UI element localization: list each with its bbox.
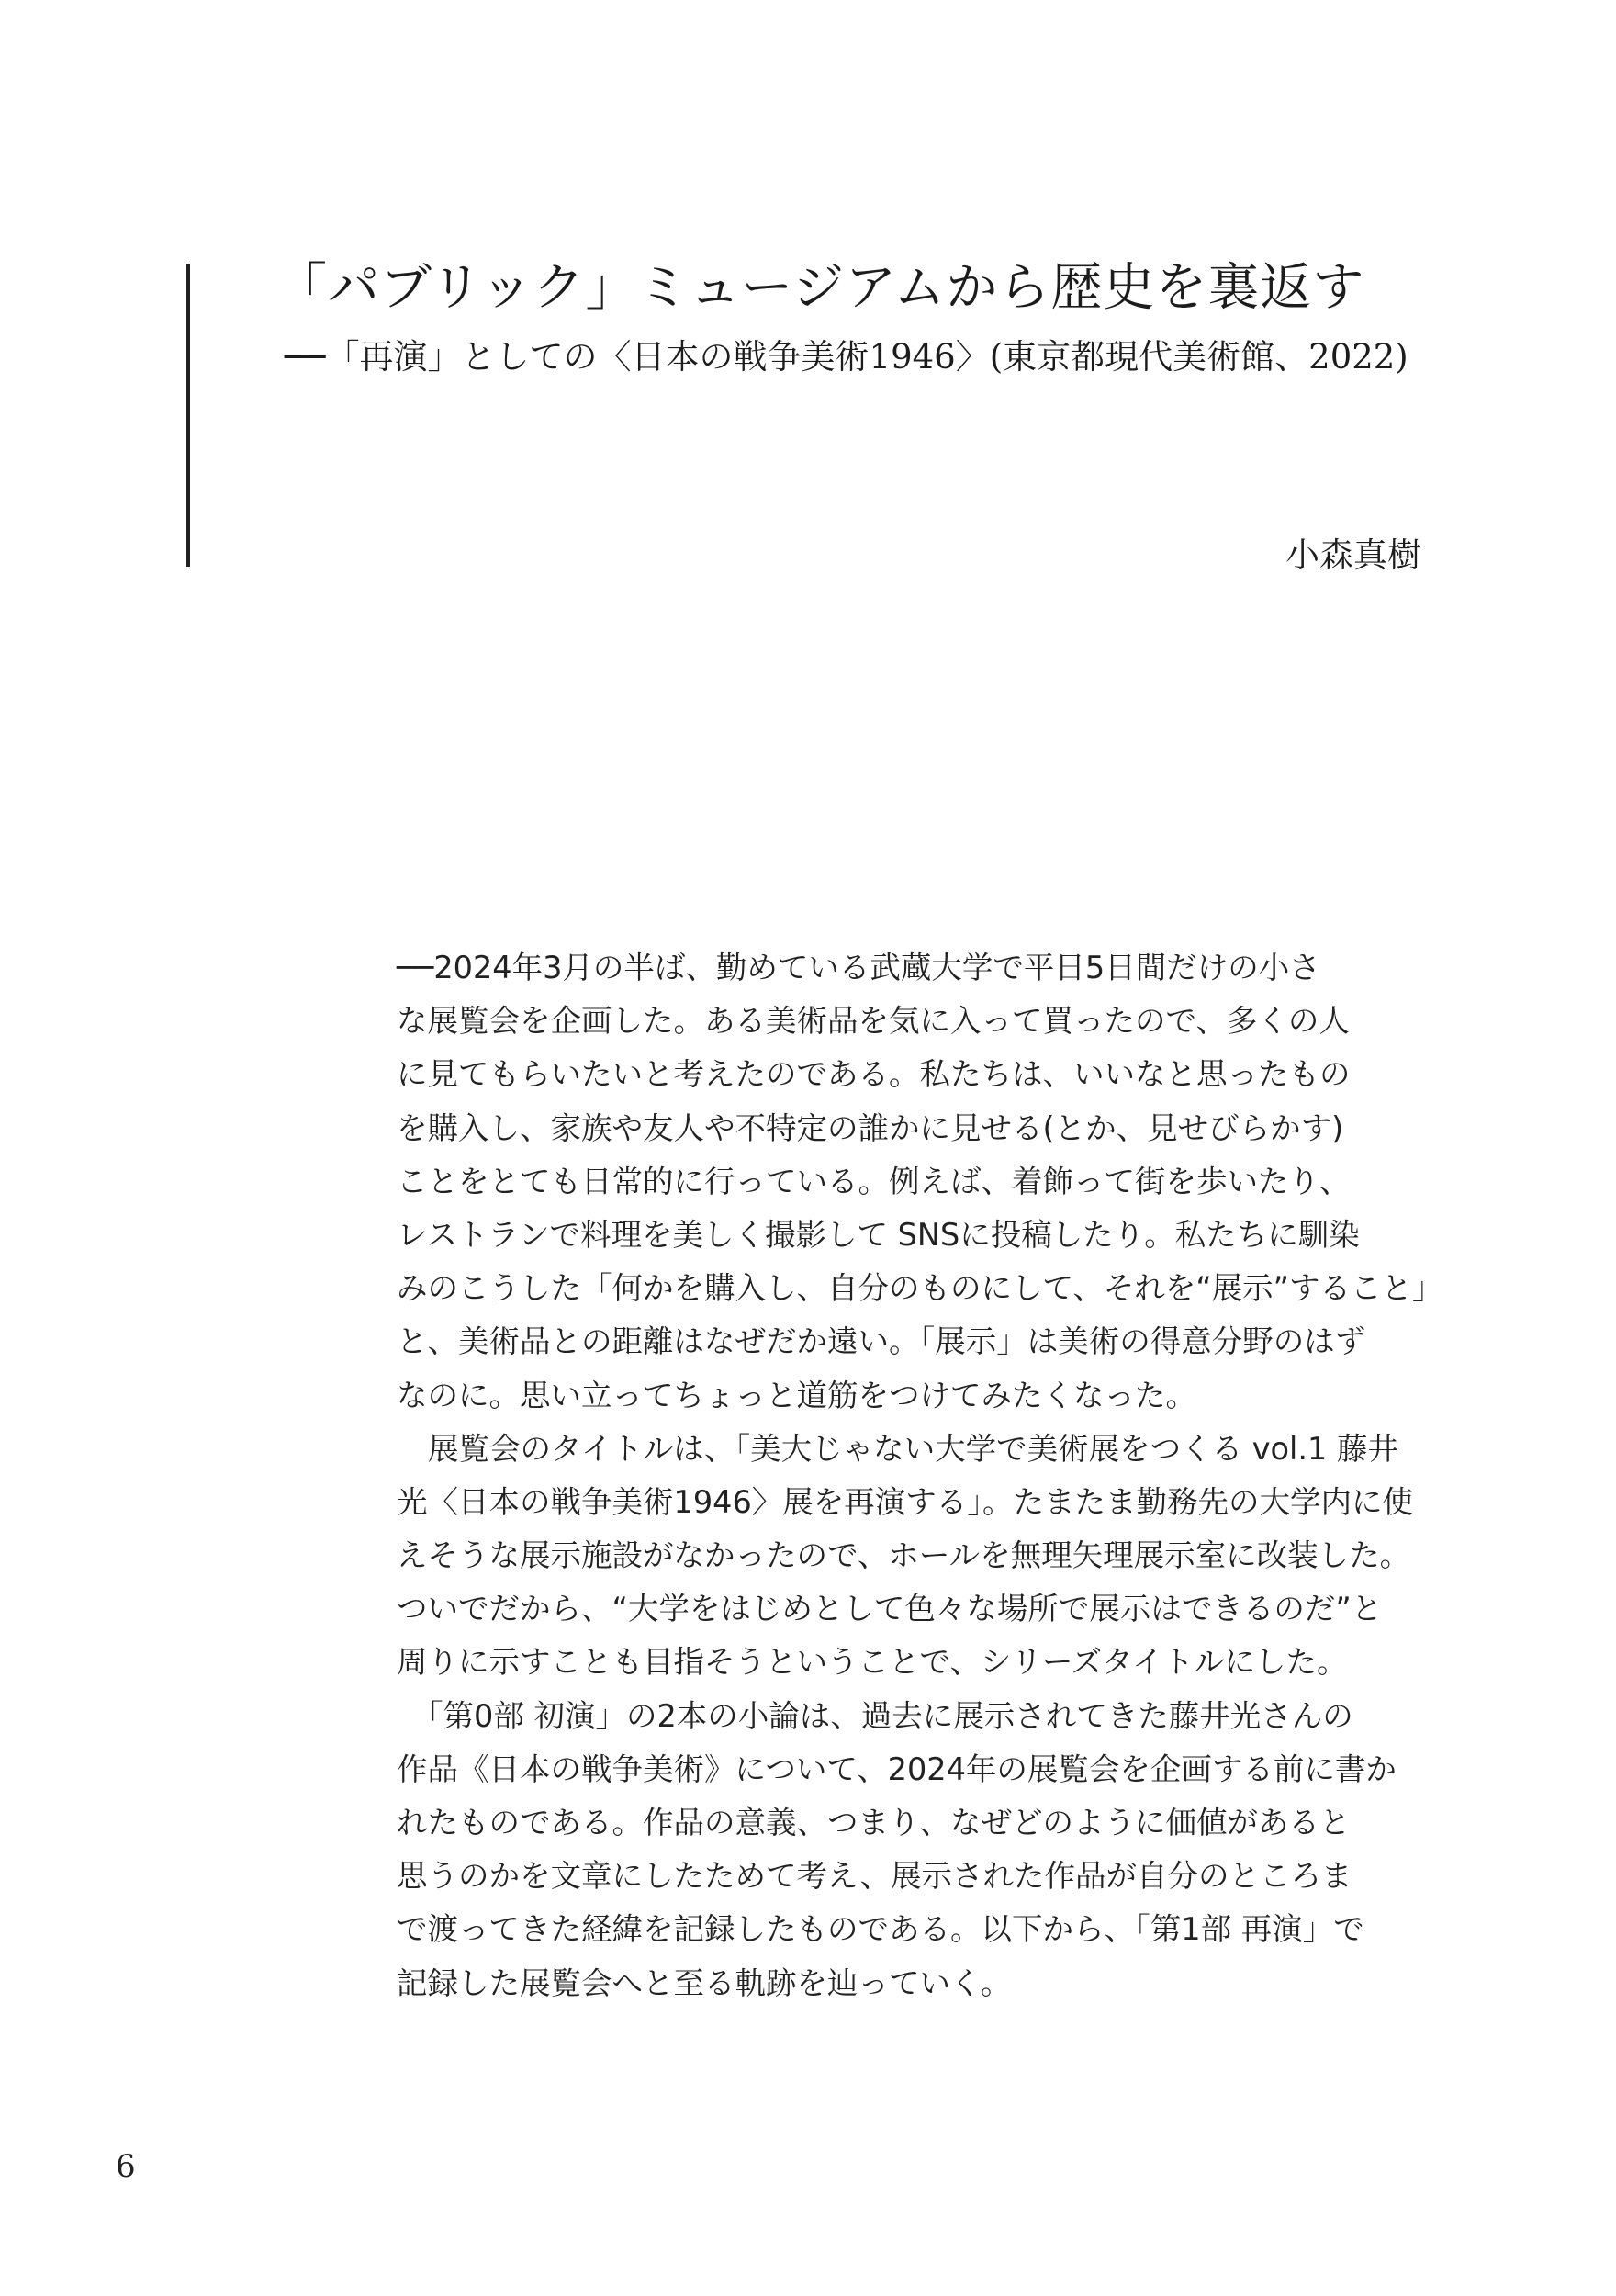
body-line: 周りに示すことも目指そうということで、シリーズタイトルにした。 xyxy=(397,1644,1348,1681)
body-text xyxy=(397,941,1443,2010)
body-line: な展覧会を企画した。ある美術品を気に入って買ったので、多くの人 xyxy=(397,1003,1350,1040)
body-line: 展覧会のタイトルは、「美大じゃない大学で美術展をつくる vol.1 藤井 xyxy=(428,1430,1398,1467)
body-line: 「第0部 初演」の2本の小論は、過去に展示されてきた藤井光さんの xyxy=(412,1697,1353,1734)
body-line: 光〈日本の戦争美術1946〉展を再演する」。たまたま勤務先の大学内に使 xyxy=(397,1483,1414,1520)
body-line: えそうな展示施設がなかったので、ホールを無理矢理展示室に改装した。 xyxy=(397,1537,1411,1574)
body-line: ──2024年3月の半ば、勤めている武蔵大学で平日5日間だけの小さ xyxy=(397,950,1320,985)
body-line: で渡ってきた経緯を記録したものである。以下から、「第1部 再演」で xyxy=(397,1911,1364,1948)
article-title: 「パブリック」ミュージアムから歴史を裏返す xyxy=(275,258,1365,318)
body-line: 作品《日本の戦争美術》について、2024年の展覧会を企画する前に書か xyxy=(397,1750,1397,1787)
article-subtitle: ──「再演」としての〈日本の戦争美術1946〉(東京都現代美術館、2022) xyxy=(285,337,1408,377)
author-name: 小森真樹 xyxy=(1285,535,1421,575)
body-line: ついでだから、“大学をはじめとして色々な場所で展示はできるのだ”と xyxy=(397,1591,1383,1627)
body-line: を購入し、家族や友人や不特定の誰かに見せる(とか、見せびらかす) xyxy=(397,1109,1344,1146)
body-line: に見てもらいたいと考えたのである。私たちは、いいなと思ったもの xyxy=(397,1056,1351,1093)
body-line: なのに。思い立ってちょっと道筋をつけてみたくなった。 xyxy=(397,1377,1196,1413)
body-line: ことをとても日常的に行っている。例えば、着飾って街を歩いたり、 xyxy=(397,1163,1351,1199)
page-number: 6 xyxy=(116,2148,136,2185)
body-line: と、美術品との距離はなぜだか遠い。「展示」は美術の得意分野のはず xyxy=(397,1323,1366,1360)
body-line: 記録した展覧会へと至る軌跡を辿っていく。 xyxy=(397,1964,1012,2001)
body-line: れたものである。作品の意義、つまり、なぜどのように価値があると xyxy=(397,1805,1351,1840)
title-vertical-rule xyxy=(186,264,190,567)
body-line: レストランで料理を美しく撮影して SNSに投稿したり。私たちに馴染 xyxy=(397,1216,1360,1253)
body-line: みのこうした「何かを購入し、自分のものにして、それを“展示”すること」 xyxy=(397,1270,1443,1307)
body-line: 思うのかを文章にしたためて考え、展示された作品が自分のところま xyxy=(397,1858,1352,1895)
